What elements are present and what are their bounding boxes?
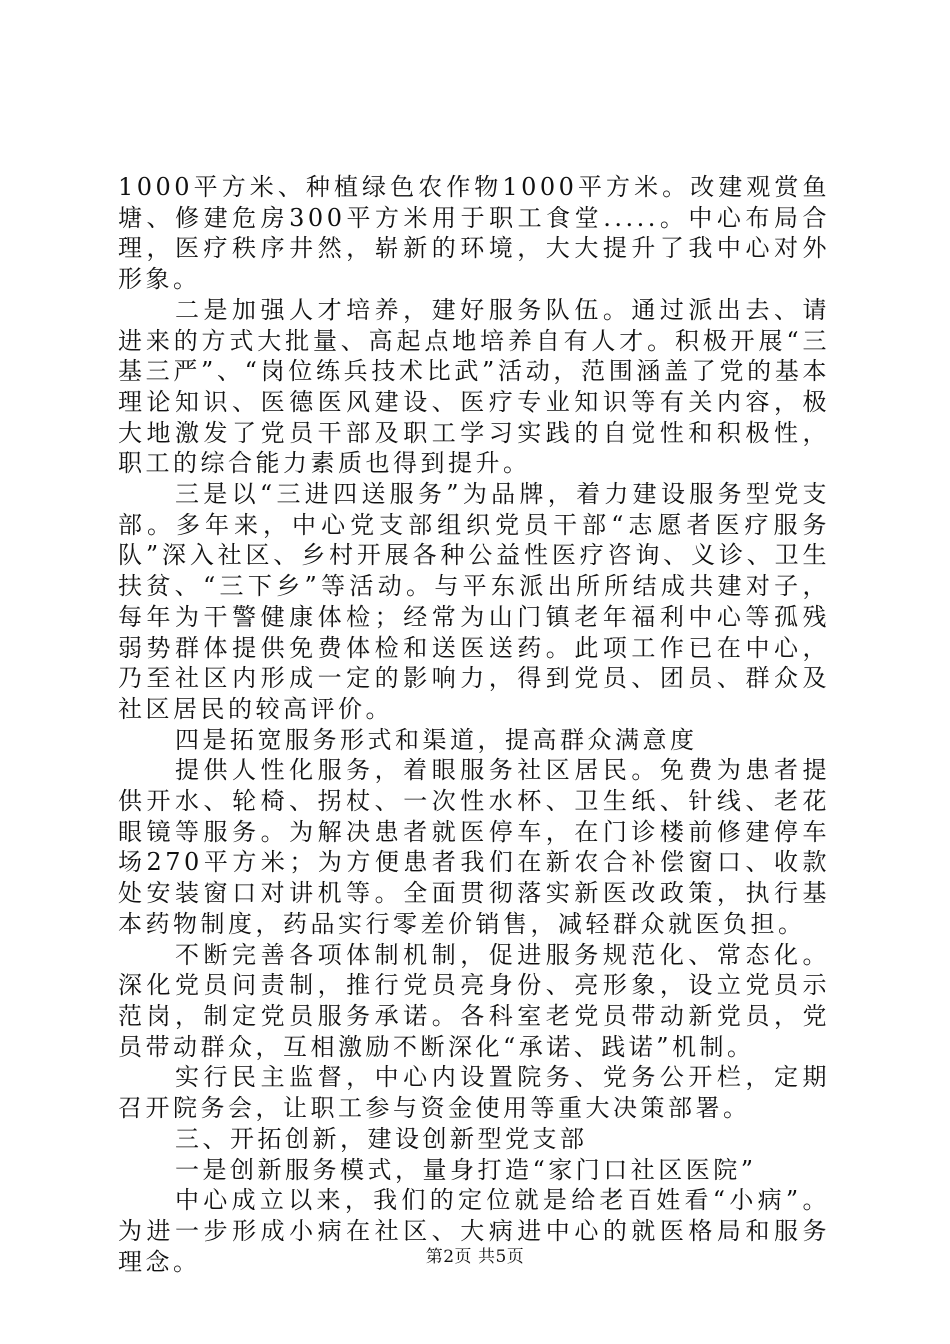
paragraph-service-brand: 三是以“三进四送服务”为品牌，着力建设服务型党支部。多年来，中心党支部组织党员干部“志愿者医疗服务队”深入社区、乡村开展各种公益性医疗咨询、义诊、卫生扶贫、“三下乡”等活动。与平东派出所所结成共建对子，每年为干警健康体检；经常为山门镇老年福利中心等孤残弱势群体提供免费体检和送医送药。此项工作已在中心，乃至社区内形成一定的影响力，得到党员、团员、群众及社区居民的较高评价。 [118, 480, 830, 723]
paragraph-system-mechanism: 不断完善各项体制机制，促进服务规范化、常态化。深化党员问责制，推行党员亮身份、亮形象，设立党员示范岗，制定党员服务承诺。各科室老党员带动新党员，党员带动群众，互相激励不断深化“承诺、践诺”机制。 [118, 940, 830, 1061]
heading-innovation-section: 三、开拓创新，建设创新型党支部 [175, 1124, 588, 1153]
paragraph-humanized-service: 提供人性化服务，着眼服务社区居民。免费为患者提供开水、轮椅、拐杖、一次性水杯、卫生纸、针线、老花眼镜等服务。为解决患者就医停车，在门诊楼前修建停车场270平方米；为方便患者我们在新农合补偿窗口、收款处安装窗口对讲机等。全面贯彻落实新医改政策，执行基本药物制度，药品实行零差价销售，减轻群众就医负担。 [118, 756, 830, 938]
document-body [118, 172, 830, 1277]
paragraph-democratic-supervision: 实行民主监督，中心内设置院务、党务公开栏，定期召开院务会，让职工参与资金使用等重大决策部署。 [118, 1063, 830, 1123]
page-number: 第2页 共5页 [425, 1247, 525, 1267]
paragraph-talent-training: 二是加强人才培养，建好服务队伍。通过派出去、请进来的方式大批量、高起点地培养自有人才。积极开展“三基三严”、“岗位练兵技术比武”活动，范围涵盖了党的基本理论知识、医德医风建设、医疗专业知识等有关内容，极大地激发了党员干部及职工学习实践的自觉性和积极性，职工的综合能力素质也得到提升。 [118, 295, 830, 478]
paragraph-continuation: 1000平方米、种植绿色农作物1000平方米。改建观赏鱼塘、修建危房300平方米用于职工食堂.....。中心布局合理，医疗秩序井然，崭新的环境，大大提升了我中心对外形象。 [118, 173, 830, 294]
heading-service-channels: 四是拓宽服务形式和渠道，提高群众满意度 [175, 725, 698, 754]
heading-service-model: 一是创新服务模式，量身打造“家门口社区医院” [175, 1155, 757, 1184]
paragraph-positioning: 中心成立以来，我们的定位就是给老百姓看“小病”。为进一步形成小病在社区、大病进中心的就医格局和服务理念。 [118, 1186, 830, 1276]
